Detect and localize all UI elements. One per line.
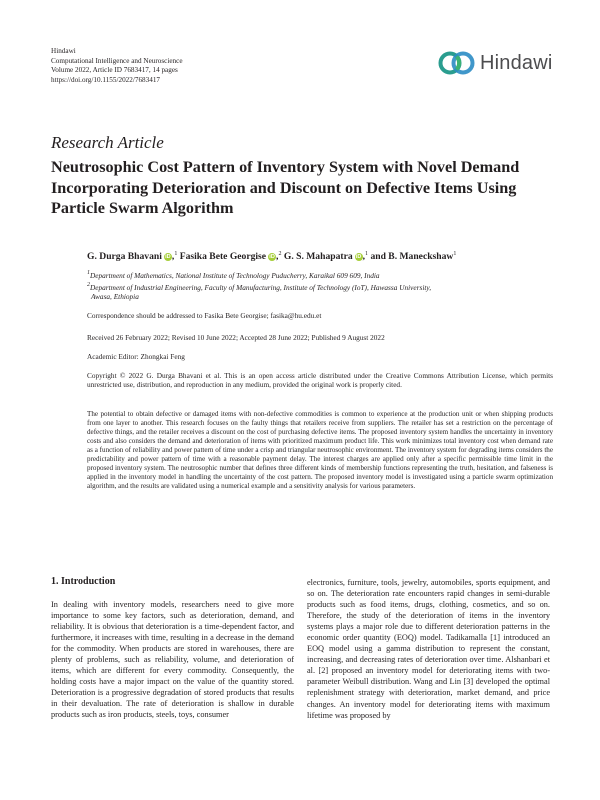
affiliation-2-cont: Awasa, Ethiopia (91, 292, 139, 301)
author-name: and B. Maneckshaw (370, 251, 454, 262)
affiliation-2: $^2$Department of Industrial Engineering, Faculty of Manufacturing, Institute of Technology (IoT), Hawassa University, (87, 281, 432, 292)
doi-link[interactable]: https://doi.org/10.1155/2022/7683417 (51, 75, 161, 84)
intro-column-left: In dealing with inventory models, researchers need to give more importance to some key factors, such as deterioration, demand, and reliability. It is obvious that deterioration is a time-dependent factor, and furthermore, it increases with time, resulting in a decrease in the demand for the commodity. When products are stored in warehouses, there are plenty of problems, such as reliability, volume, and deterioration of items, which are different for every commodity. Consequently, the holding costs have a major impact on the value of the quantity stored. Deterioration is a progressive degradation of stored products that results in their devaluation. The rate of deterioration is shallow in durable products such as iron products, steels, toys, consumer (51, 600, 294, 720)
hindawi-logo (438, 50, 553, 76)
affil-sup: 1 (174, 251, 178, 257)
author-name: Fasika Bete Georgise (179, 251, 267, 262)
article-title: Neutrosophic Cost Pattern of Inventory System with Novel Demand Incorporating Deterioration and Discount on Defective Items Using Particle Swarm Algorithm (51, 158, 520, 217)
publisher-name: Hindawi (51, 47, 76, 55)
abstract: The potential to obtain defective or damaged items with non-defective commodities is common to experience at the production unit or when shipping products from one layer to another. This research focuses on the faulty things that retailers receive from suppliers. The retailer has set a restriction on the percentage of defective things, and the retailer receives a discount on the cost of purchasing defective items. The proposed inventory system handles the uncertainty in inventory costs and also considers the demand and deterioration of items with prioritized maximum product life. This work minimizes total inventory cost when demand rate as a function of reliability and power pattern of time under a crisp and triangular neutrosophic environment. The inventory system for degrading items considers the predictability and power pattern of time with a reasonable payment delay. The interest charges are applied only after a specific permissible time limit in the proposed inventory system. The neutrosophic number that defines three different kinds of membership functions representing the truth, hesitation, and falseness is applied in the inventory model in handling the uncertainty of the cost pattern. The proposed inventory model is investigated using a particle swarm optimization algorithm, and the results are validated using a numerical example and a sensitivity analysis for various parameters. (87, 410, 553, 490)
intro-column-right: electronics, furniture, tools, jewelry, automobiles, sports equipment, and so on. The deterioration rate encounters rapid changes in semi-durable products such as food items, drugs, clothing, cosmetics, and so on. Therefore, the study of the deterioration of items in the inventory systems plays a major role due to different deterioration patterns in the economic order quantity (EOQ) model. Tadikamalla [1] introduced an EOQ model using a gamma distribution to represent the constant, increasing, and decreasing rates of deterioration over time. Alshanbari et al. [2] proposed an inventory model for deteriorating items with two-parameter Weibull distribution. Wang and Lin [3] developed the optimal replenishment strategy with deterioration, market demand, and price changes. An inventory model for deteriorating items with maximum lifetime was proposed by (307, 578, 550, 720)
journal-name: Computational Intelligence and Neuroscience (51, 56, 183, 65)
orcid-icon[interactable]: iD (269, 254, 275, 260)
affil-sup: 1 (365, 251, 369, 257)
journal-info (51, 47, 183, 85)
orcid-icon[interactable]: iD (165, 254, 171, 260)
academic-editor: Academic Editor: Zhongkai Feng (87, 352, 185, 361)
copyright-notice: Copyright © 2022 G. Durga Bhavani et al. This is an open access article distributed under the Creative Commons Attribution License, which permits unrestricted use, distribution, and reproduction in any medium, provided the original work is properly cited. (87, 371, 553, 390)
author-list: G. Durga Bhavani iD,$^1$ Fasika Bete Georgise iD,$^2$ G. S. Mahapatra iD,$^1$ and B. Maneckshaw$^1$ (87, 251, 457, 262)
correspondence: Correspondence should be addressed to Fasika Bete Georgise; fasika@hu.edu.et (87, 311, 322, 320)
author-name: G. Durga Bhavani (87, 251, 162, 262)
section-heading: 1. Introduction (51, 576, 116, 587)
volume-line: Volume 2022, Article ID 7683417, 14 pages (51, 66, 178, 75)
article-type: Research Article (51, 133, 164, 152)
history-dates: Received 26 February 2022; Revised 10 June 2022; Accepted 28 June 2022; Published 9 August 2022 (87, 333, 385, 342)
author-name: G. S. Mahapatra (283, 251, 353, 262)
affiliation-1: $^1$Department of Mathematics, National Institute of Technology Puducherry, Karaikal 609 609, India (87, 270, 380, 280)
logo-text: Hindawi (480, 51, 553, 74)
affil-sup: 2 (278, 251, 282, 257)
orcid-icon[interactable]: iD (355, 254, 362, 260)
hindawi-logo-icon (438, 50, 476, 76)
affiliations (87, 269, 557, 302)
affil-sup: 1 (453, 251, 457, 257)
